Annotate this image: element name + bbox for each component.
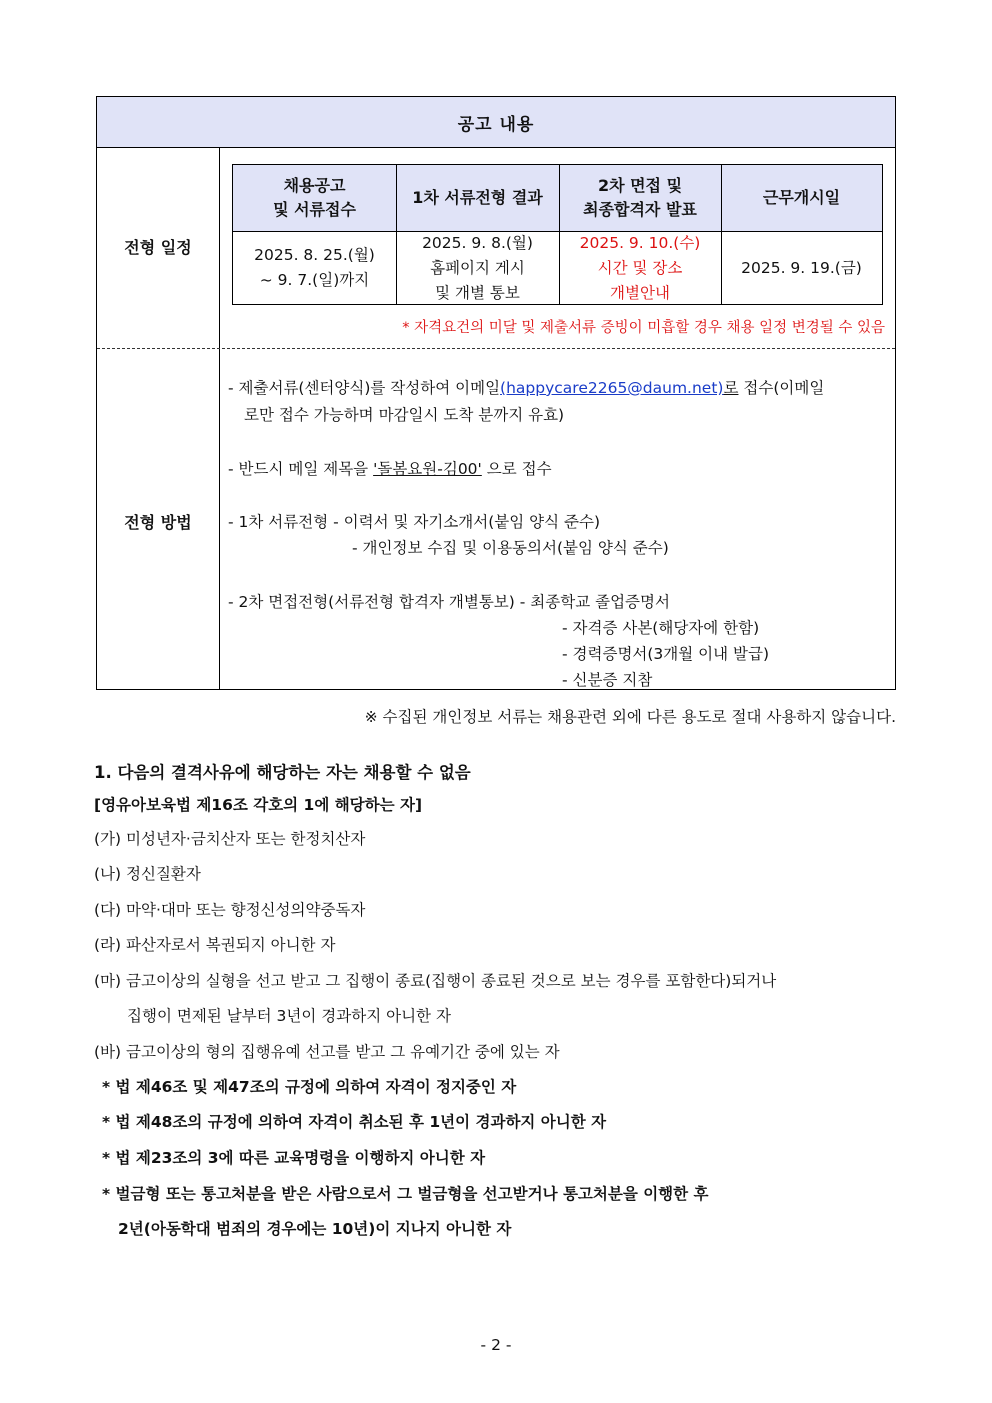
- method-label: 전형 방법: [124, 513, 192, 532]
- list-item: (나) 정신질환자: [94, 865, 201, 883]
- list-item: (라) 파산자로서 복권되지 아니한 자: [94, 936, 336, 954]
- schedule-cell: 2025. 9. 10.(수) 시간 및 장소 개별안내: [579, 233, 701, 302]
- section-title: 1. 다음의 결격사유에 해당하는 자는 채용할 수 없음: [94, 763, 471, 782]
- page-number: - 2 -: [480, 1336, 512, 1354]
- announcement-table: [96, 96, 896, 690]
- privacy-note: ※ 수집된 개인정보 서류는 채용관련 외에 다른 용도로 절대 사용하지 않습니다.: [364, 708, 896, 726]
- method-line: - 경력증명서(3개월 이내 발급): [562, 645, 770, 663]
- row-divider: [97, 348, 895, 349]
- schedule-table: [232, 164, 883, 305]
- bold-item: * 법 제48조의 규정에 의하여 자격이 취소된 후 1년이 경과하지 아니한 자: [102, 1113, 607, 1131]
- method-line: - 반드시 메일 제목을 '돌봄요원-김00' 으로 접수: [228, 460, 552, 478]
- schedule-cell: 2025. 8. 25.(월) ~ 9. 7.(일)까지: [254, 246, 375, 289]
- schedule-label: 전형 일정: [124, 238, 192, 257]
- schedule-cell: 2025. 9. 19.(금): [741, 258, 862, 277]
- list-item: (마) 금고이상의 실형을 선고 받고 그 집행이 종료(집행이 종료된 것으로 보는 경우를 포함한다)되거나: [94, 972, 777, 990]
- schedule-header-cell: 근무개시일: [721, 165, 882, 231]
- method-line: - 개인정보 수집 및 이용동의서(붙임 양식 준수): [352, 539, 669, 557]
- table-header: 공고 내용: [97, 97, 895, 148]
- list-item: (가) 미성년자·금치산자 또는 한정치산자: [94, 830, 366, 848]
- bold-item: * 벌금형 또는 통고처분을 받은 사람으로서 그 벌금형을 선고받거나 통고처분을 이행한 후: [102, 1185, 709, 1203]
- list-item: 집행이 면제된 날부터 3년이 경과하지 아니한 자: [127, 1007, 451, 1025]
- schedule-cell: 2025. 9. 8.(월) 홈페이지 게시 및 개별 통보: [422, 233, 533, 302]
- email-link[interactable]: (happycare2265@daum.net): [500, 379, 724, 397]
- schedule-header-cell: 1차 서류전형 결과: [396, 165, 559, 231]
- column-divider: [219, 147, 220, 689]
- method-line: 로만 접수 가능하며 마감일시 도착 분까지 유효): [244, 406, 565, 424]
- schedule-header-cell: 채용공고 및 서류접수: [233, 165, 396, 231]
- schedule-note: * 자격요건의 미달 및 제출서류 증빙이 미흡할 경우 채용 일정 변경될 수 있음: [402, 320, 885, 336]
- section-subtitle: [영유아보육법 제16조 각호의 1에 해당하는 자]: [94, 796, 423, 814]
- method-line: - 자격증 사본(해당자에 한함): [562, 619, 760, 637]
- method-line: - 1차 서류전형 - 이력서 및 자기소개서(붙임 양식 준수): [228, 513, 601, 531]
- schedule-header-cell: 2차 면접 및 최종합격자 발표: [559, 165, 721, 231]
- bold-item: 2년(아동학대 범죄의 경우에는 10년)이 지나지 아니한 자: [118, 1220, 512, 1238]
- bold-item: * 법 제23조의 3에 따른 교육명령을 이행하지 아니한 자: [102, 1149, 486, 1167]
- method-line: - 신분증 지참: [562, 671, 653, 689]
- list-item: (다) 마약·대마 또는 향정신성의약중독자: [94, 901, 366, 919]
- method-line: - 제출서류(센터양식)를 작성하여 이메일(happycare2265@daum.net)로 접수(이메일: [228, 379, 825, 397]
- list-item: (바) 금고이상의 형의 집행유예 선고를 받고 그 유예기간 중에 있는 자: [94, 1043, 560, 1061]
- bold-item: * 법 제46조 및 제47조의 규정에 의하여 자격이 정지중인 자: [102, 1078, 517, 1096]
- method-line: - 2차 면접전형(서류전형 합격자 개별통보) - 최종학교 졸업증명서: [228, 593, 670, 611]
